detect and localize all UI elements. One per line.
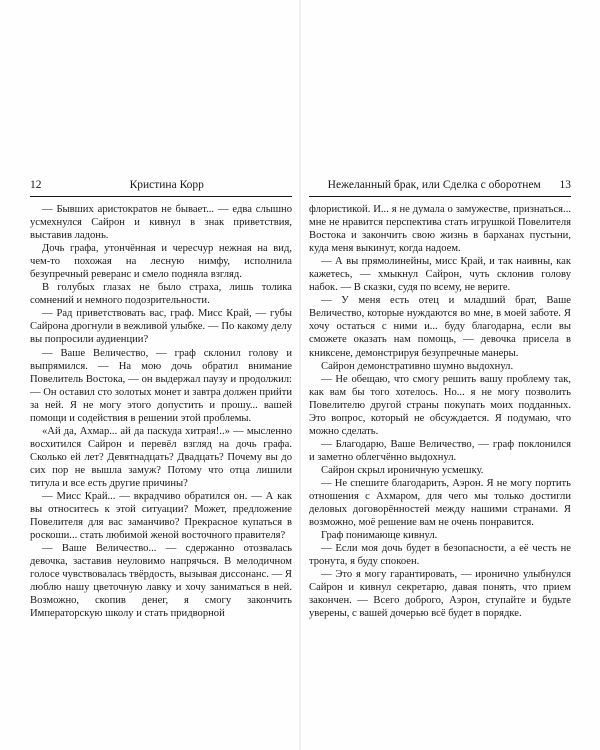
paragraph: флористикой. И... я не думала о замужестве, признаться... мне не нравится перспектива стать игрушкой Повелителя Востока и закончить свою жизнь в барханах пустыни, куда меня выкинут, когда надоем. [309, 204, 571, 255]
paragraph: — Не спешите благодарить, Аэрон. Я не могу портить отношения с Ахмаром, для чего мы только достигли деловых договорённостей между нашими странами. Я возможно, моё решение вам не очень понравится. [309, 477, 571, 529]
paragraph: «Ай да, Ахмар... ай да паскуда хитрая!..» — мысленно восхитился Сайрон и перевёл взгляд на дочь графа. Сколько ей лет? Девятнадцать? Двадцать? Почему вы до сих пор не вышла замуж? Потому что отца лишили титула и все есть другие причины? [30, 425, 292, 489]
paragraph: — У меня есть отец и младший брат, Ваше Величество, которые нуждаются во мне, в моей заботе. Я хочу остаться с ними и... буду благодарна, если вы сможете оказать нам помощь, — девочка присела в книксене, демонстрируя безупречные манеры. [309, 295, 571, 359]
book-gutter [299, 0, 301, 750]
paragraph: — Мисс Край... — вкрадчиво обратился он. — А как вы относитесь к этой ситуации? Может, предложение Повелителя для вас заманчиво? Прекрасное купаться в роскоши... стать любимой женой восточного правителя? [30, 491, 292, 542]
left-page-number: 12 [30, 179, 42, 191]
paragraph: — Бывших аристократов не бывает... — едва слышно усмехнулся Сайрон и кивнул в знак приветствия, выставив ладонь. [30, 204, 292, 242]
paragraph: — Не обещаю, что смогу решить вашу проблему так, как вам бы того хотелось. Но... я не могу позволить Повелителю другой страны покупать моих подданных. Это вопрос, который не обсуждается. Я подумаю, что можно сделать. [309, 373, 571, 437]
paragraph: Сайрон скрыл ироничную усмешку. [321, 464, 484, 476]
right-running-title: Нежеланный брак, или Сделка с оборотнем [327, 179, 541, 191]
paragraph: — Рад приветствовать вас, граф. Мисс Край, — губы Сайрона дрогнули в вежливой улыбке. — По какому делу вы попросили аудиенции? [30, 308, 292, 346]
right-page [309, 178, 571, 621]
paragraph: — Это я могу гарантировать, — иронично улыбнулся Сайрон и кивнул секретарю, давая понять, что прием закончен. — Всего доброго, Аэрон, ступайте и будьте уверены, с вашей дочерью всё будет в порядке. [309, 569, 571, 620]
paragraph: Граф понимающе кивнул. [321, 530, 438, 542]
left-running-title: Кристина Корр [129, 179, 204, 191]
paragraph: — А вы прямолинейны, мисс Край, и так наивны, как кажетесь, — хмыкнул Сайрон, чуть склонив голову набок. — В сказки, судя по всему, не верите. [309, 256, 571, 294]
paragraph: Сайрон демонстративно шумно выдохнул. [321, 360, 514, 372]
right-page-text [309, 203, 571, 621]
paragraph: — Если моя дочь будет в безопасности, а её честь не тронута, я буду спокоен. [309, 543, 571, 568]
left-page [30, 178, 292, 621]
left-page-text [30, 203, 292, 621]
right-running-head [309, 178, 571, 197]
paragraph: — Благодарю, Ваше Величество, — граф поклонился и заметно облегчённо выдохнул. [309, 438, 571, 463]
paragraph: — Ваше Величество, — граф склонил голову и выпрямился. — На мою дочь обратил внимание Повелитель Востока, — он выдержал паузу и продолжил: — Он оставил сто золотых монет и завтра должен прийти за ней. Я не могу этого допустить и прошу... вашей помощи и содействия в решении этой проблемы. [30, 347, 292, 424]
paragraph: В голубых глазах не было страха, лишь толика сомнений и немного подозрительности. [30, 282, 292, 307]
paragraph: — Ваше Величество... — сдержанно отозвалась девочка, заставив неуловимо напрячься. В мелодичном голосе чувствовалась твёрдость, вызывая диссонанс. — Я люблю нашу цветочную лавку и хочу заниматься в ней. Возможно, скопив денег, я смогу закончить Императорскую школу и стать придворной [30, 543, 292, 620]
right-page-number: 13 [559, 179, 571, 191]
paragraph: Дочь графа, утончённая и чересчур нежная на вид, чем-то похожая на лесную нимфу, исполнила безупречный реверанс и смело подняла взгляд. [30, 243, 292, 281]
left-running-head [30, 178, 292, 197]
